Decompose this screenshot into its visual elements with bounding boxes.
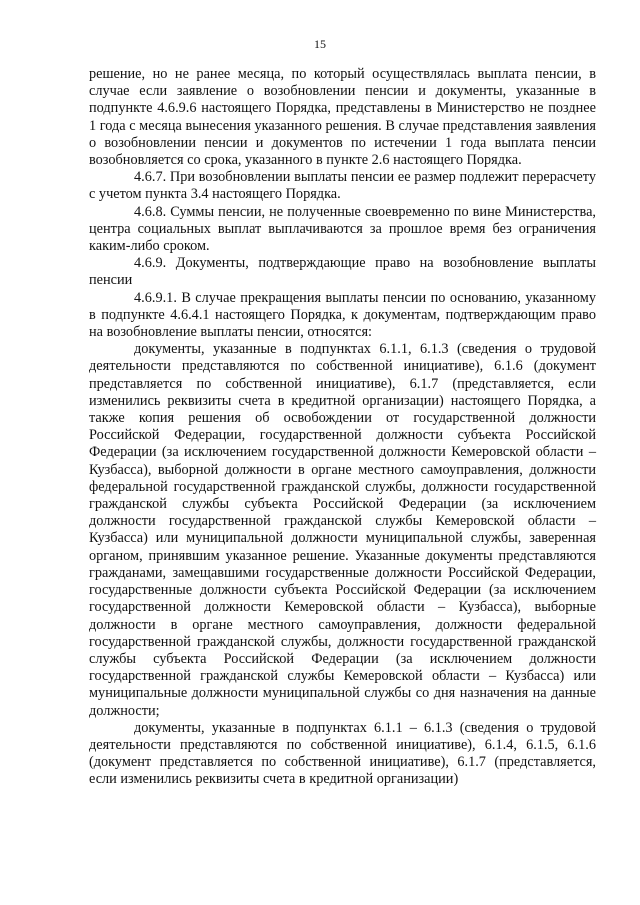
paragraph-4-6-7: 4.6.7. При возобновлении выплаты пенсии ее размер подлежит перерасчету с учетом пункта 3.4 настоящего Порядка. (89, 169, 596, 203)
paragraph-4-6-9: 4.6.9. Документы, подтверждающие право на возобновление выплаты пенсии (89, 255, 596, 289)
paragraph-continuation: решение, но не ранее месяца, по который осуществлялась выплата пенсии, в случае если заявление о возобновлении пенсии и документы, указанные в подпункте 4.6.9.6 настоящего Порядка, представлены в Министерство не позднее 1 года с месяца вынесения указанного решения. В случае представления заявления о возобновлении пенсии и документов по истечении 1 года выплата пенсии возобновляется со срока, указанного в пункте 2.6 настоящего Порядка. (89, 66, 596, 169)
document-body (89, 66, 596, 789)
paragraph-documents-second: документы, указанные в подпунктах 6.1.1 – 6.1.3 (сведения о трудовой деятельности представляются по собственной инициативе), 6.1.4, 6.1.5, 6.1.6 (документ представляется по собственной инициативе), 6.1.7 (представляется, если изменились реквизиты счета в кредитной организации) (89, 719, 596, 788)
paragraph-documents-first: документы, указанные в подпунктах 6.1.1, 6.1.3 (сведения о трудовой деятельности представляются по собственной инициативе), 6.1.6 (документ представляется по собственной инициативе), 6.1.7 (представляется, если изменились реквизиты счета в кредитной организации) настоящего Порядка, а также копия решения об освобождении от государственной должности Российской Федерации, государственной должности субъекта Российской Федерации (за исключением государственной должности Кемеровской области – Кузбасса), выборной должности в органе местного самоуправления, должности федеральной государственной гражданской службы, должности государственной гражданской службы субъекта Российской Федерации (за исключением должности государственной гражданской службы Кемеровской области – Кузбасса) или муниципальной должности муниципальной службы, заверенная органом, принявшим указанное решение. Указанные документы представляются гражданами, замещавшими государственные должности Российской Федерации, государственные должности субъекта Российской Федерации (за исключением государственной должности Кемеровской области – Кузбасса), выборные должности в органе местного самоуправления, должности федеральной государственной гражданской службы, должности государственной гражданской службы субъекта Российской Федерации (за исключением должности государственной гражданской службы Кемеровской области – Кузбасса) или муниципальные должности муниципальной службы со дня назначения на данные должности; (89, 341, 596, 719)
paragraph-4-6-9-1: 4.6.9.1. В случае прекращения выплаты пенсии по основанию, указанному в подпункте 4.6.4.1 настоящего Порядка, к документам, подтверждающим право на возобновление выплаты пенсии, относятся: (89, 289, 596, 341)
paragraph-4-6-8: 4.6.8. Суммы пенсии, не полученные своевременно по вине Министерства, центра социальных выплат выплачиваются за прошлое время без ограничения каким-либо сроком. (89, 203, 596, 255)
page-number: 15 (314, 37, 326, 51)
